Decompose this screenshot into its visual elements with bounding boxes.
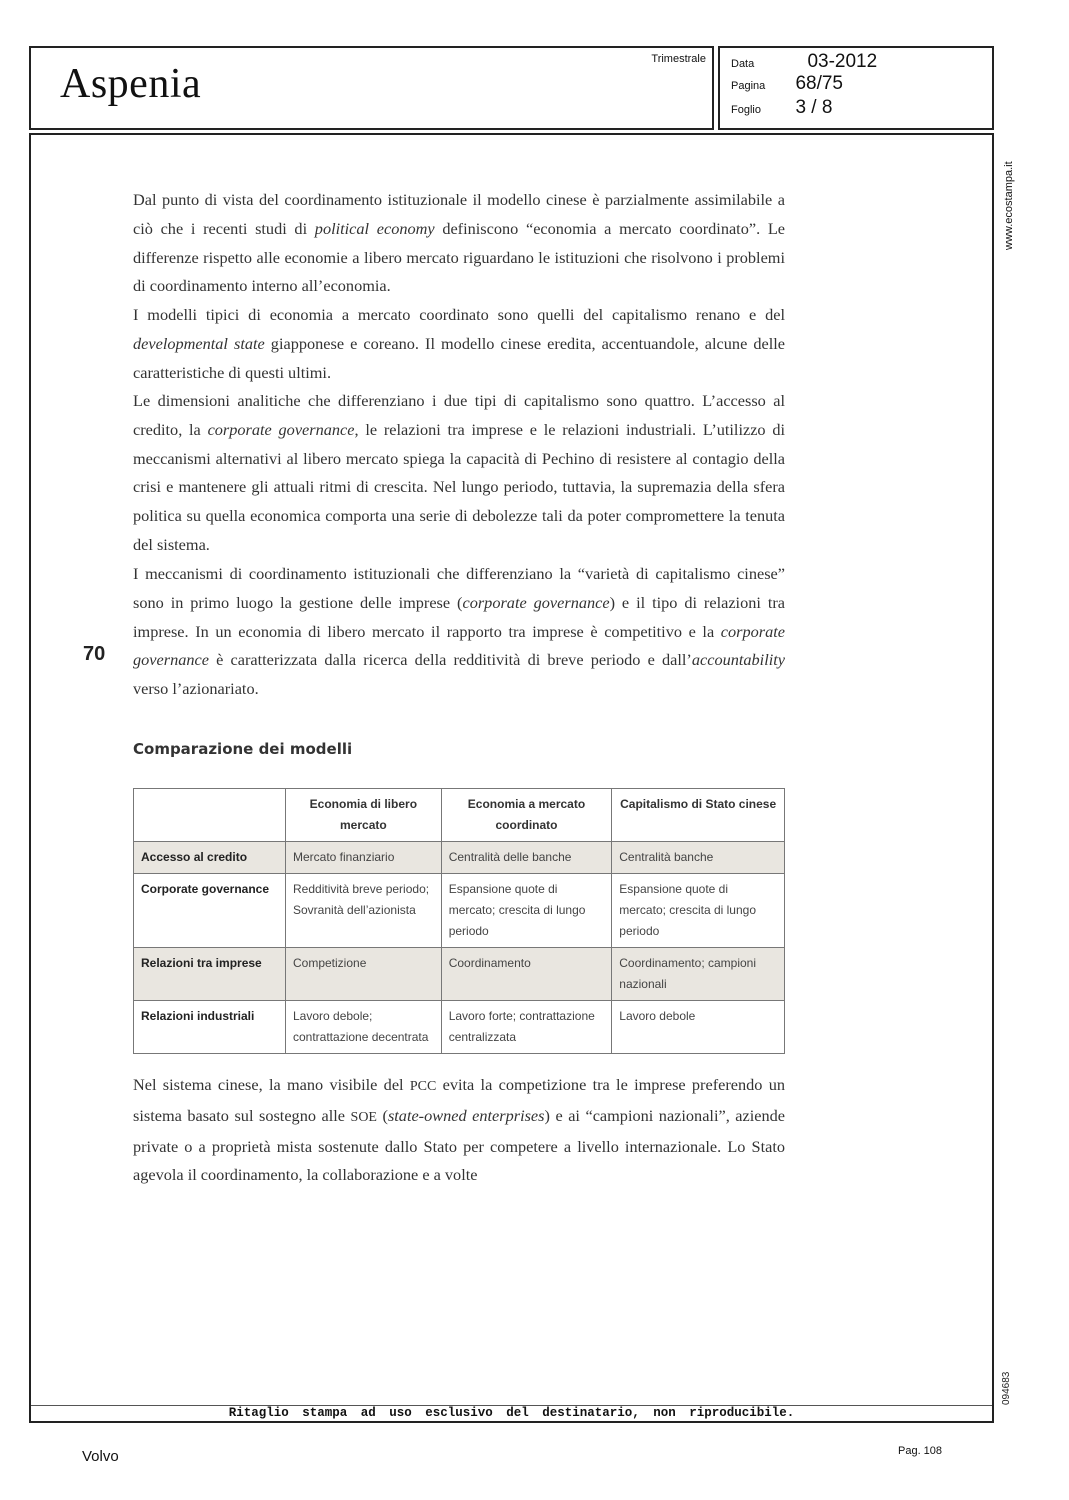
table-cell: Centralità delle banche [441,842,612,874]
table-cell: Centralità banche [612,842,785,874]
table-title: Comparazione dei modelli [133,740,353,758]
clipping-code: 094683 [1001,1371,1012,1405]
meta-sheet [731,97,832,119]
paragraph-5: Nel sistema cinese, la mano visibile del PCC evita la competizione tra le imprese preferendo un sistema basato sul sostegno alle SOE (state-owned enterprises) e ai “campioni nazionali”, aziende private o a proprietà mista sostenute dallo Stato per competere a livello internazionale. Lo Stato agevola il coordinamento, la collaborazione e a volte [133,1075,785,1185]
source-url: www.ecostampa.it [1003,161,1015,250]
table-header-row [134,789,785,842]
table-cell: Coordinamento; campioni nazionali [612,948,785,1001]
table-cell: Mercato finanziario [286,842,442,874]
publication-frequency: Trimestrale [651,53,706,65]
meta-sheet-label: Foglio [731,104,761,116]
paragraph-3: Le dimensioni analitiche che differenziano i due tipi di capitalismo sono quattro. L’accesso al credito, la corporate governance, le relazioni tra imprese e le relazioni industriali. L’utilizzo di meccanismi alternativi al libero mercato spiega la capacità di Pechino di resistere al contagio della crisi e mantenere gli attuali ritmi di crescita. Nel lungo periodo, tuttavia, la supremazia della sfera politica su quella economica comporta una serie di debolezze tali da poter compromettere la tenuta del sistema. [133,391,785,554]
table-cell: Redditività breve periodo; Sovranità dell’azionista [286,874,442,948]
column-header: Economia a mercato coordinato [441,789,612,842]
client-name: Volvo [82,1448,119,1465]
disclaimer: Ritaglio stampa ad uso esclusivo del destinatario, non riproducibile. [228,1406,795,1420]
paragraph-2: I modelli tipici di economia a mercato coordinato sono quelli del capitalismo renano e del developmental state giapponese e coreano. Il modello cinese eredita, accentuandole, alcune delle caratteristiche di questi ultimi. [133,305,785,382]
table-row [134,842,785,874]
meta-date [731,51,877,73]
page-number: 70 [83,643,106,665]
table-cell: Lavoro forte; contrattazione centralizzata [441,1001,612,1054]
meta-page [731,73,843,95]
row-header: Relazioni tra imprese [134,948,286,1001]
table-cell: Competizione [286,948,442,1001]
table-cell: Lavoro debole; contrattazione decentrata [286,1001,442,1054]
column-header: Economia di libero mercato [286,789,442,842]
footer-page-number: Pag. 108 [898,1445,943,1457]
paragraph-1: Dal punto di vista del coordinamento istituzionale il modello cinese è parzialmente assimilabile a ciò che i recenti studi di political economy definiscono “economia a mercato coordinato”. Le differenze rispetto alle economie a libero mercato riguardano le istituzioni che risolvono i problemi di coordinamento interno all’economia. [133,190,786,296]
header-masthead [29,46,714,130]
table-cell: Espansione quote di mercato; crescita di lungo periodo [441,874,612,948]
meta-sheet-value: 3 / 8 [795,97,833,118]
row-header: Corporate governance [134,874,286,948]
header-meta [718,46,994,130]
publication-title: Aspenia [60,61,202,107]
paragraph-4: I meccanismi di coordinamento istituzionali che differenziano la “varietà di capitalismo cinese” sono in primo luogo la gestione delle imprese (corporate governance) e il tipo di relazioni tra imprese. In un economia di libero mercato il rapporto tra imprese è competitivo e la corporate governance è caratterizzata dalla ricerca della redditività di breve periodo e dall’accountability verso l’azionariato. [133,564,785,699]
table-row [134,1001,785,1054]
table-row [134,874,785,948]
table-cell: Espansione quote di mercato; crescita di lungo periodo [612,874,785,948]
column-header [134,789,286,842]
column-header: Capitalismo di Stato cinese [612,789,785,842]
comparison-table [133,788,785,1054]
table-row [134,948,785,1001]
table-cell: Coordinamento [441,948,612,1001]
meta-page-label: Pagina [731,80,766,92]
table-cell: Lavoro debole [612,1001,785,1054]
row-header: Accesso al credito [134,842,286,874]
meta-page-value: 68/75 [795,73,843,94]
meta-date-label: Data [731,58,755,70]
meta-date-value: 03-2012 [807,51,878,72]
row-header: Relazioni industriali [134,1001,286,1054]
